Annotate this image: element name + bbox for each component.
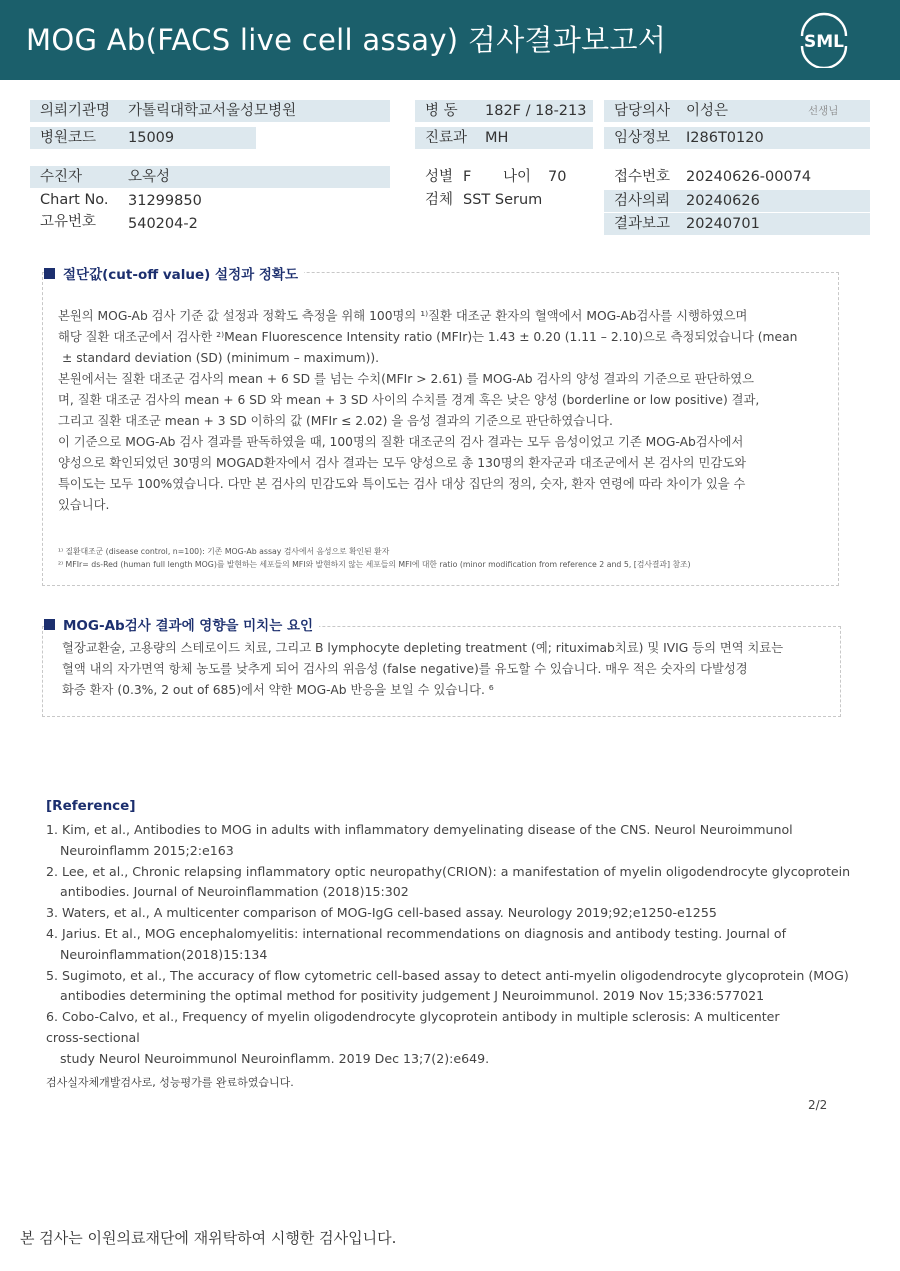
department-field — [415, 127, 593, 149]
hospital-code-field — [30, 127, 256, 149]
validation-note: 검사실자체개발검사로, 성능평가를 완료하였습니다. — [46, 1076, 294, 1089]
reference-item: 3. Waters, et al., A multicenter comparison of MOG-IgG cell-based assay. Neurology 2019;92;e1250-e1255 — [46, 905, 717, 921]
receipt-value: 20240626-00074 — [686, 169, 812, 185]
factors-line: 화증 환자 (0.3%, 2 out of 685)에서 약한 MOG-Ab 반응을 보일 수 있습니다. ⁶ — [62, 683, 494, 697]
reference-item: 5. Sugimoto, et al., The accuracy of flow cytometric cell-based assay to detect anti-myelin oligodendrocyte glycoprotein (MOG) — [46, 967, 849, 983]
cutoff-line: 해당 질환 대조군에서 검사한 ²⁾Mean Fluorescence Intensity ratio (MFIr)는 1.43 ± 0.20 (1.11 – 2.10)으로 측정되었습니다 (mean — [58, 330, 798, 344]
reference-item: Neuroinflamm 2015;2:e163 — [60, 842, 234, 858]
reference-heading: [Reference] — [46, 798, 136, 814]
cutoff-line: ± standard deviation (SD) (minimum – maximum)). — [62, 351, 380, 365]
cutoff-section-body — [58, 306, 833, 516]
patient-label: 수진자 — [40, 169, 83, 185]
reference-item: cross-sectional — [46, 1029, 140, 1045]
report-header — [0, 0, 900, 80]
reference-item: 6. Cobo-Calvo, et al., Frequency of myelin oligodendrocyte glycoprotein antibody in multiple sclerosis: A multicenter — [46, 1009, 780, 1025]
ward-field — [415, 100, 593, 122]
report-date-value: 20240701 — [686, 216, 760, 232]
footnote-1: ¹⁾ 질환대조군 (disease control, n=100): 기존 MOG-Ab assay 검사에서 음성으로 확인된 환자 — [58, 547, 390, 556]
cutoff-line: 이 기준으로 MOG-Ab 검사 결과를 판독하였을 때, 100명의 질환 대조군의 검사 결과는 모두 음성이었고 기존 MOG-Ab검사에서 — [58, 435, 744, 449]
reference-list — [46, 820, 851, 1070]
factors-section-heading — [44, 614, 319, 634]
factors-section-title: MOG-Ab검사 결과에 영향을 미치는 요인 — [63, 618, 314, 634]
department-value: MH — [485, 130, 509, 146]
unique-no-value: 540204-2 — [128, 216, 198, 232]
page-number: 2/2 — [808, 1098, 828, 1112]
cutoff-line: 있습니다. — [58, 498, 110, 512]
unique-no-label: 고유번호 — [40, 214, 97, 230]
specimen-value: SST Serum — [463, 192, 543, 208]
age-label: 나이 — [503, 169, 532, 185]
footnote-2: ²⁾ MFIr= ds-Red (human full length MOG)를 발현하는 세포들의 MFI와 발현하지 않는 세포들의 MFI에 대한 ratio (minor modification from reference 2 and 5, [검사결과] 참조) — [58, 560, 691, 569]
reference-item: 2. Lee, et al., Chronic relapsing inflammatory optic neuropathy(CRION): a manifestation of myelin oligodendrocyte glycoprotein — [46, 863, 851, 879]
institution-label: 의뢰기관명 — [40, 103, 111, 119]
sex-value: F — [463, 169, 472, 185]
cutoff-line: 그리고 질환 대조군 mean + 3 SD 이하의 값 (MFIr ≤ 2.02) 을 음성 결과의 기준으로 판단하였습니다. — [58, 414, 613, 428]
doctor-value: 이성은 — [686, 103, 729, 119]
cutoff-section-title: 절단값(cut-off value) 설정과 정확도 — [63, 267, 298, 283]
patient-field — [30, 166, 390, 188]
square-bullet-icon — [44, 268, 55, 279]
hospital-code-value: 15009 — [128, 130, 175, 146]
reference-item: 1. Kim, et al., Antibodies to MOG in adults with inflammatory demyelinating disease of the CNS. Neurol Neuroimmunol — [46, 822, 793, 837]
reference-item: 4. Jarius. Et al., MOG encephalomyelitis: international recommendations on diagnosis and antibody testing. Journal of — [46, 925, 787, 941]
request-date-label: 검사의뢰 — [614, 193, 671, 209]
sml-logo-text: SML — [804, 32, 844, 52]
patient-value: 오옥성 — [128, 169, 171, 185]
institution-field — [30, 100, 390, 122]
cutoff-section-heading — [44, 263, 304, 283]
report-title: MOG Ab(FACS live cell assay) 검사결과보고서 — [26, 23, 667, 57]
sml-logo — [796, 12, 852, 68]
ward-value: 182F / 18-213 — [485, 103, 587, 119]
factors-line: 혈액 내의 자가면역 항체 농도를 낮추게 되어 검사의 위음성 (false negative)를 유도할 수 있습니다. 매우 적은 숫자의 다발성경 — [62, 662, 748, 676]
report-date-label: 결과보고 — [614, 216, 671, 232]
reference-item: study Neurol Neuroimmunol Neuroinflamm. 2019 Dec 13;7(2):e649. — [60, 1050, 490, 1066]
clinical-info-label: 임상정보 — [614, 130, 671, 146]
specimen-label: 검체 — [425, 192, 454, 208]
doctor-suffix: 선생님 — [808, 105, 839, 117]
request-date-field — [604, 190, 870, 212]
cutoff-line: 본원에서는 질환 대조군 검사의 mean + 6 SD 를 넘는 수치(MFIr > 2.61) 를 MOG-Ab 검사의 양성 결과의 기준으로 판단하였으 — [58, 372, 755, 386]
sex-label: 성별 — [425, 169, 454, 185]
department-label: 진료과 — [425, 130, 468, 146]
cutoff-line: 양성으로 확인되었던 30명의 MOGAD환자에서 검사 결과는 모두 양성으로 총 130명의 환자군과 대조군에서 본 검사의 민감도와 — [58, 456, 746, 470]
chart-no-label: Chart No. — [40, 192, 109, 208]
factors-line: 혈장교환술, 고용량의 스테로이드 치료, 그리고 B lymphocyte depleting treatment (예; rituximab치료) 및 IVIG 등의 면역 치료는 — [62, 641, 784, 655]
reference-item: antibodies. Journal of Neuroinflammation (2018)15:302 — [60, 884, 409, 900]
outsourcing-note: 본 검사는 이원의료재단에 재위탁하여 시행한 검사입니다. — [20, 1229, 397, 1247]
doctor-label: 담당의사 — [614, 103, 671, 119]
receipt-field — [604, 166, 870, 188]
cutoff-line: 며, 질환 대조군 검사의 mean + 6 SD 와 mean + 3 SD 사이의 수치를 경계 혹은 낮은 양성 (borderline or low positive) 결과, — [58, 393, 760, 407]
clinical-info-field — [604, 127, 870, 149]
institution-value: 가톨릭대학교서울성모병원 — [128, 103, 297, 119]
hospital-code-label: 병원코드 — [40, 130, 97, 146]
factors-section-body — [62, 638, 832, 701]
age-value: 70 — [548, 169, 567, 185]
request-date-value: 20240626 — [686, 193, 760, 209]
reference-item: antibodies determining the optimal method for positivity judgement J Neuroimmunol. 2019 Nov 15;336:577021 — [60, 988, 765, 1004]
cutoff-line: 특이도는 모두 100%였습니다. 다만 본 검사의 민감도와 특이도는 검사 대상 집단의 정의, 숫자, 환자 연령에 따라 차이가 있을 수 — [58, 477, 746, 491]
square-bullet-icon — [44, 619, 55, 630]
ward-label: 병 동 — [425, 103, 458, 119]
reference-item: Neuroinflammation(2018)15:134 — [60, 946, 268, 962]
clinical-info-value: I286T0120 — [686, 130, 764, 146]
report-date-field — [604, 213, 870, 235]
chart-no-value: 31299850 — [128, 193, 202, 209]
cutoff-line: 본원의 MOG-Ab 검사 기준 값 설정과 정확도 측정을 위해 100명의 ¹⁾질환 대조군 환자의 혈액에서 MOG-Ab검사를 시행하였으며 — [58, 309, 748, 323]
doctor-field — [604, 100, 870, 122]
receipt-label: 접수번호 — [614, 169, 671, 185]
